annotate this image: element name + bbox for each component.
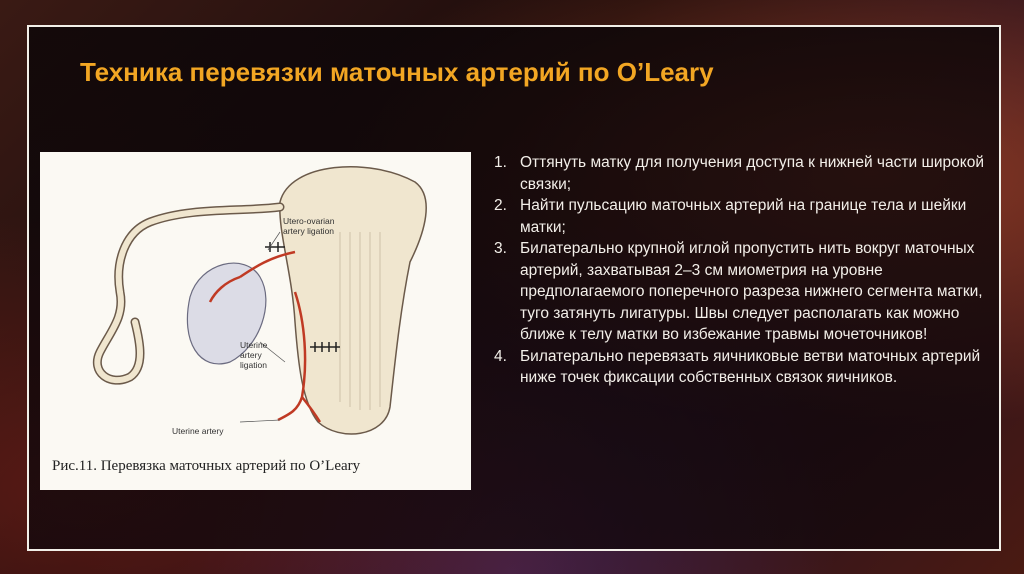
step-text: Билатерально крупной иглой пропустить нить вокруг маточных артерий, захватывая 2–3 см миометрия на уровне предполагаемого поперечного разреза нижнего сегмента матки, туго затянуть лигатуры. Швы следует располагать как можно ближе к телу матки во избежание травмы мочеточников! bbox=[520, 240, 983, 343]
utero-ovarian-suture bbox=[265, 242, 285, 252]
step-item bbox=[494, 238, 994, 346]
label-uterine-ligation: Uterine artery ligation bbox=[240, 340, 268, 370]
uterus-illustration bbox=[40, 152, 471, 452]
step-text: Билатерально перевязать яичниковые ветви маточных артерий ниже точек фиксации собственных связок яичников. bbox=[520, 347, 981, 386]
slide-title: Техника перевязки маточных артерий по O’Leary bbox=[80, 57, 714, 87]
label-uterine-artery: Uterine artery bbox=[172, 426, 224, 436]
step-item bbox=[494, 152, 994, 195]
anatomy-figure bbox=[40, 152, 471, 490]
step-number: 3. bbox=[494, 240, 507, 257]
step-number: 1. bbox=[494, 154, 507, 171]
step-number: 2. bbox=[494, 197, 507, 214]
steps-list bbox=[494, 152, 994, 389]
label-utero-ovarian: Utero-ovarian artery ligation bbox=[283, 216, 335, 236]
step-text: Оттянуть матку для получения доступа к нижней части широкой связки; bbox=[520, 154, 985, 193]
step-number: 4. bbox=[494, 347, 507, 365]
step-item bbox=[494, 195, 994, 238]
step-item bbox=[494, 346, 994, 389]
step-text: Найти пульсацию маточных артерий на границе тела и шейки матки; bbox=[520, 197, 967, 236]
figure-caption: Рис.11. Перевязка маточных артерий по O’Leary bbox=[52, 458, 361, 474]
